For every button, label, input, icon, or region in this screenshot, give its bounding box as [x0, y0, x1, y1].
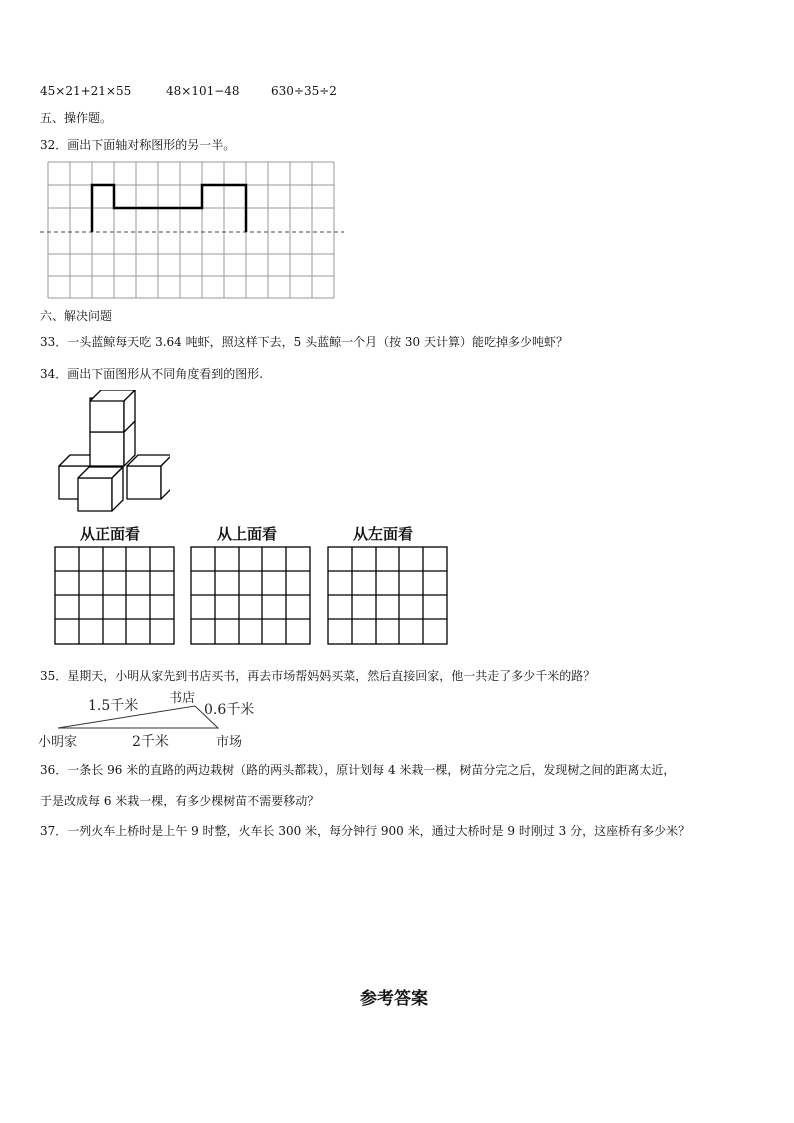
top-view-grid[interactable] — [190, 546, 312, 646]
calc-expression-2: 48×101−48 — [166, 84, 240, 98]
question-37: 37．一列火车上桥时是上午 9 时整，火车长 300 米，每分钟行 900 米，通过大桥时是 9 时刚过 3 分，这座桥有多少米？ — [40, 824, 691, 838]
symmetry-grid — [40, 158, 346, 304]
question-36-line-2: 于是改成每 6 米栽一棵，有多少棵树苗不需要移动？ — [40, 794, 320, 808]
distance-home-market: 2千米 — [132, 734, 169, 750]
calc-expression-1: 45×21+21×55 — [40, 84, 132, 98]
distance-store-market: 0.6千米 — [204, 702, 255, 718]
label-market: 市场 — [216, 735, 243, 750]
front-view-grid[interactable] — [54, 546, 176, 646]
question-33: 33．一头蓝鲸每天吃 3.64 吨虾，照这样下去，5 头蓝鲸一个月（按 30 天计算）能吃掉多少吨虾？ — [40, 335, 568, 349]
section-5-title: 五、操作题。 — [40, 111, 113, 125]
question-35: 35．星期天，小明从家先到书店买书，再去市场帮妈妈买菜，然后直接回家，他一共走了多少千米的路？ — [40, 669, 596, 683]
label-home: 小明家 — [38, 735, 78, 750]
cube-stack-figure — [50, 390, 170, 514]
question-36-line-1: 36．一条长 96 米的直路的两边栽树（路的两头都栽），原计划每 4 米栽一棵，树苗分完之后，发现树之间的距离太近， — [40, 763, 676, 777]
route-diagram — [36, 686, 266, 752]
cube-middle-front — [90, 432, 124, 466]
cube-right-front — [127, 466, 161, 499]
distance-home-store: 1.5千米 — [88, 698, 139, 714]
question-34: 34．画出下面图形从不同角度看到的图形. — [40, 367, 264, 381]
calc-expression-3: 630÷35÷2 — [271, 84, 337, 98]
left-view-grid[interactable] — [327, 546, 449, 646]
view-title-top: 从上面看 — [217, 525, 278, 543]
cube-front-front — [78, 478, 112, 511]
section-6-title: 六、解决问题 — [40, 309, 113, 323]
label-store: 书店 — [169, 691, 196, 706]
cube-top-front — [90, 398, 124, 432]
answers-title: 参考答案 — [360, 989, 428, 1009]
question-32: 32．画出下面轴对称图形的另一半。 — [40, 138, 236, 152]
view-title-left: 从左面看 — [353, 525, 414, 543]
view-title-front: 从正面看 — [80, 525, 141, 543]
